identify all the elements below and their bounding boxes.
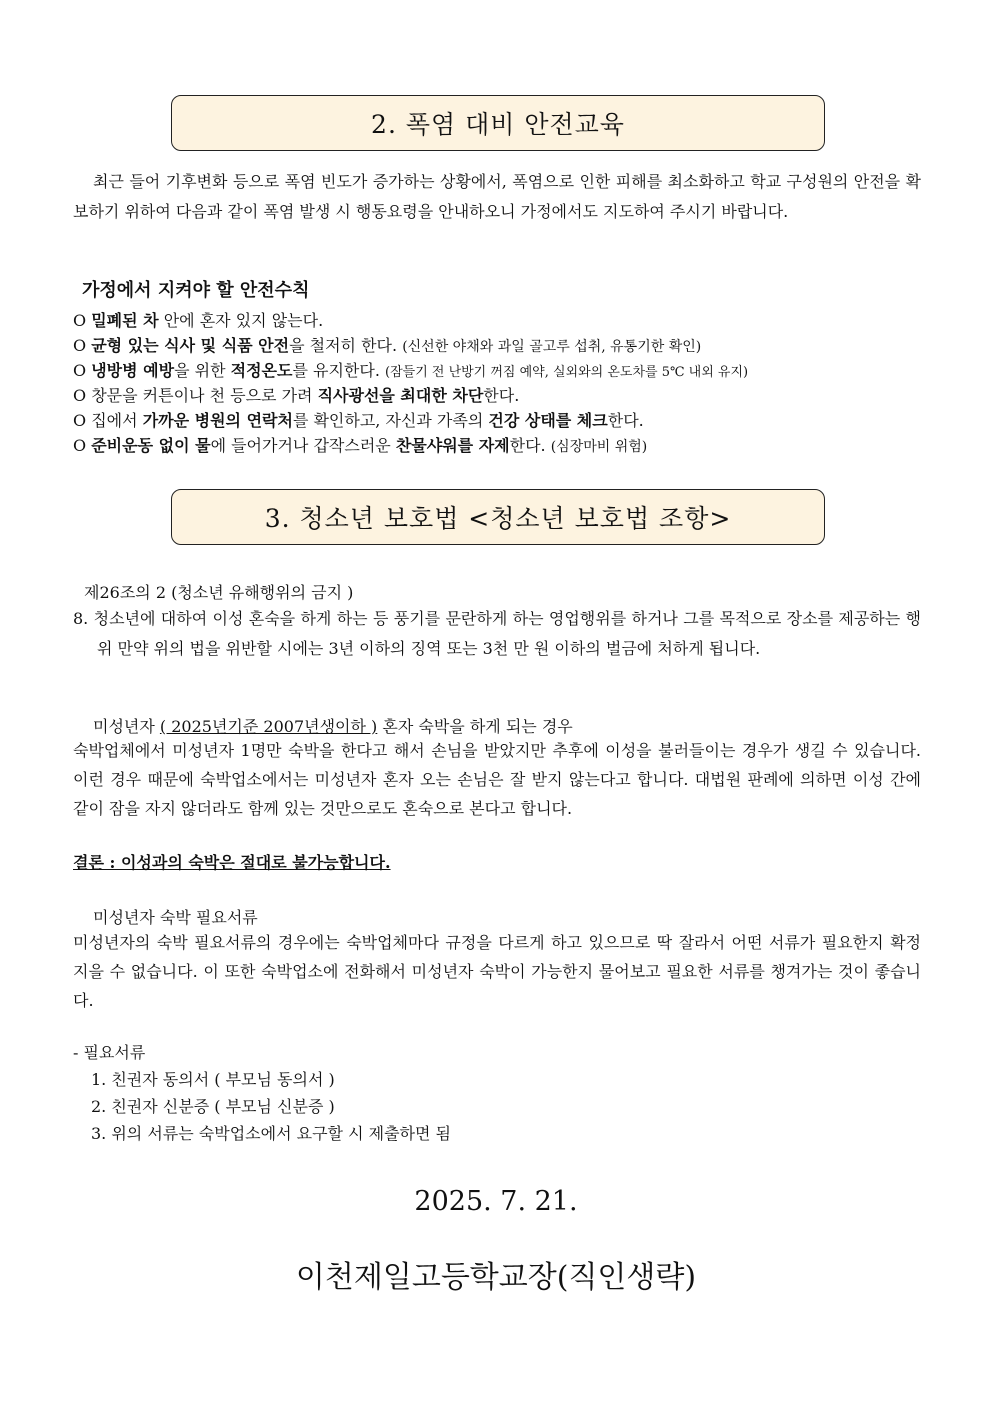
rule-6-text-2: 한다. bbox=[509, 436, 551, 455]
rule-4-text: 한다. bbox=[483, 386, 520, 405]
rule-5-text-2: 한다. bbox=[607, 411, 644, 430]
minor-heading-post: 혼자 숙박을 하게 되는 경우 bbox=[377, 717, 573, 736]
rule-6 bbox=[73, 433, 647, 456]
rule-3-bold-1: 냉방병 예방 bbox=[91, 361, 175, 380]
rule-6-note: (심장마비 위험) bbox=[550, 439, 648, 455]
minor-heading-pre: 미성년자 bbox=[93, 717, 160, 736]
rule-bullet: O bbox=[73, 361, 87, 380]
docs-body: 미성년자의 숙박 필요서류의 경우에는 숙박업체마다 규정을 다르게 하고 있으므로 딱 잘라서 어떤 서류가 필요한지 확정 지을 수 없습니다. 이 또한 숙박업소에 전화해서 미성년자 숙박이 가능한지 물어보고 필요한 서류를 챙겨가는 것이 좋습니다. bbox=[73, 933, 921, 1010]
rule-2-note: (신선한 야채와 과일 골고루 섭취, 유통기한 확인) bbox=[402, 339, 702, 355]
article-item-8: 8. 청소년에 대하여 이성 혼숙을 하게 하는 등 풍기를 문란하게 하는 영업행위를 하거나 그를 목적으로 장소를 제공하는 행위 만약 위의 법을 위반할 시에는 3년 이하의 징역 또는 3천 만 원 이하의 벌금에 처하게 됩니다. bbox=[73, 609, 921, 658]
docs-heading: 미성년자 숙박 필요서류 bbox=[93, 908, 258, 927]
minor-heading-age: ( 2025년기준 2007년생이하 ) bbox=[159, 717, 378, 736]
rule-3-note: (잠들기 전 난방기 꺼짐 예약, 실외와의 온도차를 5℃ 내외 유지) bbox=[385, 365, 749, 380]
rule-bullet: O bbox=[73, 436, 87, 455]
rule-1-bold: 밀폐된 차 bbox=[91, 311, 159, 330]
rule-1-text: 안에 혼자 있지 않는다. bbox=[158, 311, 324, 330]
article-heading: 제26조의 2 (청소년 유해행위의 금지 ) bbox=[84, 583, 354, 602]
rule-5 bbox=[73, 408, 644, 431]
rule-5-pre: 집에서 bbox=[91, 411, 143, 430]
rule-5-text-1: 를 확인하고, 자신과 가족의 bbox=[292, 411, 489, 430]
rule-bullet: O bbox=[73, 336, 87, 355]
school-signature: 이천제일고등학교장(직인생략) bbox=[295, 1260, 697, 1295]
rule-4-bold: 직사광선을 최대한 차단 bbox=[317, 386, 484, 405]
minor-body: 숙박업체에서 미성년자 1명만 숙박을 한다고 해서 손님을 받았지만 추후에 이성을 불러들이는 경우가 생길 수 있습니다. 이런 경우 때문에 숙박업소에서는 미성년자 혼자 오는 손님은 잘 받지 않는다고 합니다. 대법원 판례에 의하면 이성 간에 같이 잠을 자지 않더라도 함께 있는 것만으로도 혼숙으로 본다고 합니다. bbox=[73, 741, 921, 818]
rule-bullet: O bbox=[73, 386, 87, 405]
rule-3-bold-2: 적정온도 bbox=[230, 361, 293, 380]
list-item: 2. 친권자 신분증 ( 부모님 신분증 ) bbox=[91, 1097, 335, 1116]
rule-5-bold-2: 건강 상태를 체크 bbox=[488, 411, 608, 430]
rule-4 bbox=[73, 383, 519, 406]
section-2-title-box bbox=[171, 95, 825, 151]
list-item: 3. 위의 서류는 숙박업소에서 요구할 시 제출하면 됨 bbox=[91, 1124, 451, 1143]
section-2-intro: 최근 들어 기후변화 등으로 폭염 빈도가 증가하는 상황에서, 폭염으로 인한 피해를 최소화하고 학교 구성원의 안전을 확보하기 위하여 다음과 같이 폭염 발생 시 행동요령을 안내하오니 가정에서도 지도하여 주시기 바랍니다. bbox=[73, 172, 921, 221]
rule-3-text-1: 을 위한 bbox=[174, 361, 231, 380]
rules-heading: 가정에서 지켜야 할 안전수칙 bbox=[82, 280, 310, 301]
conclusion: 결론 : 이성과의 숙박은 절대로 불가능합니다. bbox=[73, 853, 391, 872]
rule-4-pre: 창문을 커튼이나 천 등으로 가려 bbox=[91, 386, 318, 405]
rule-bullet: O bbox=[73, 411, 87, 430]
rule-2-bold: 균형 있는 식사 및 식품 안전 bbox=[91, 336, 290, 355]
rule-1 bbox=[73, 308, 323, 331]
rule-bullet: O bbox=[73, 311, 87, 330]
minor-heading bbox=[93, 714, 573, 737]
rule-6-text-1: 에 들어가거나 갑작스러운 bbox=[210, 436, 396, 455]
rule-2-text: 을 철저히 한다. bbox=[289, 336, 403, 355]
rule-6-bold-2: 찬물샤워를 자제 bbox=[395, 436, 510, 455]
list-heading: - 필요서류 bbox=[73, 1043, 146, 1062]
rule-3-text-2: 를 유지한다. bbox=[292, 361, 385, 380]
rule-3 bbox=[73, 358, 748, 381]
list-item: 1. 친권자 동의서 ( 부모님 동의서 ) bbox=[91, 1070, 335, 1089]
section-2-title: 2. 폭염 대비 안전교육 bbox=[371, 110, 625, 139]
section-3-title-box bbox=[171, 489, 825, 545]
rule-6-bold-1: 준비운동 없이 물 bbox=[91, 436, 211, 455]
document-date: 2025. 7. 21. bbox=[414, 1186, 578, 1217]
section-3-title: 3. 청소년 보호법 <청소년 보호법 조항> bbox=[264, 504, 732, 533]
rule-2 bbox=[73, 333, 701, 356]
rule-5-bold-1: 가까운 병원의 연락처 bbox=[142, 411, 293, 430]
